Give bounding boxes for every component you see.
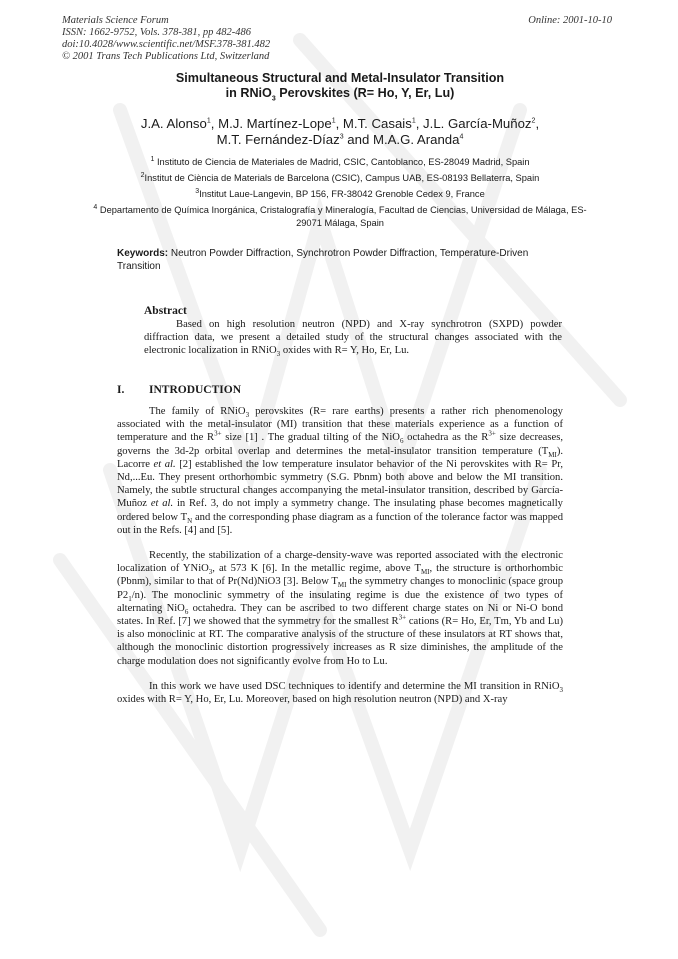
body-text [117, 405, 563, 718]
affiliation-1: $^1$ Instituto de Ciencia de Materiales de Madrid, CSIC, Cantoblanco, ES-28049 Madrid, Spain [150, 155, 530, 167]
abstract-heading: Abstract [144, 305, 187, 317]
section-title: INTRODUCTION [149, 384, 242, 396]
paragraph-1: The family of RNiO$_3$ perovskites (R= rare earths) presents a rather rich phenomenology associated with the metal-insulator (MI) transition that these materials experience as a function of temperature and the $R^{3+}$ size [1] . The gradual tilting of the NiO$_6$ octahedra as the $R^{3+}$ size decreases, governs the 3d-2p orbital overlap and determines the metal-insulator transition temperature $(T_{MI})$. Lacorre et al. [2] established the low temperature insulator behavior of the Ni perovskites with R= Pr, Nd,...Eu. They present orthorhombic symmetry (S.G. Pbnm) both above and below the MI transition. Namely, the subtle structural changes accompanying the metal-insulator transition, described by García-Muñoz et al. in Ref. 3, do not imply a symmetry change. The insulating phase becomes magnetically ordered below $T_N$ and the corresponding phase diagram as a function of the tolerance factor was mapped out in the Refs. [4] and [5]. [117, 406, 564, 536]
keywords-text: Neutron Powder Diffraction, Synchrotron Powder Diffraction, Temperature-Driven Transition [117, 248, 529, 272]
issn-line: ISSN: 1662-9752, Vols. 378-381, pp 482-486 [62, 27, 251, 38]
affiliations [90, 156, 590, 233]
title-line-1: Simultaneous Structural and Metal-Insulator Transition [175, 71, 505, 85]
paragraph-2: Recently, the stabilization of a charge-density-wave was reported associated with the electronic localization of YNiO$_3$, at 573 K [6]. In the metallic regime, above $T_{MI}$, the structure is orthorhombic (Pbnm), similar to that of Pr(Nd)NiO3 [3]. Below $T_{MI}$ the symmetry changes to monoclinic (space group $P2_1/n$). The monoclinic symmetry of the insulating regime is due the existence of two types of alternating NiO$_6$ octahedra. They can be ascribed to two different charge states on Ni or Ni-O bond states. In Ref. [7] we showed that the symmetry for the smallest $R^{3+}$ cations (R= Ho, Er, Tm, Yb and Lu) is also monoclinic at RT. The comparative analysis of the structure of these insulators at RT shows that, although the monoclinic distortion progressively increases as R size diminishes, the amplitude of the charge modulation does not significantly evolve from Ho to Lu. [117, 550, 563, 667]
online-date: Online: 2001-10-10 [528, 15, 612, 26]
paragraph-3: In this work we have used DSC techniques to identify and determine the MI transition in RNiO$_3$ oxides with R= Y, Ho, Er, Lu. Moreover, based on high resolution neutron (NPD) and X-ray [117, 680, 563, 706]
affiliation-3: $^3$Institut Laue-Langevin, BP 156, FR-38042 Grenoble Cedex 9, France [195, 187, 485, 199]
abstract-text: Based on high resolution neutron (NPD) and X-ray synchrotron (SXPD) powder diffraction data, we present a detailed study of the structural changes associated with the electronic localization in RNiO$_3$ oxides with R= Y, Ho, Er, Lu. [144, 319, 562, 358]
affiliation-4: $^4$ Departamento de Química Inorgánica, Cristalografía y Mineralogía, Facultad de Ciencias, Universidad de Málaga, ES-29071 Málaga, Spain [93, 203, 587, 228]
keywords-label: Keywords: [117, 248, 169, 259]
author-list [90, 116, 590, 148]
title-line-2: in RNiO$_3$ Perovskites (R= Ho, Y, Er, Lu) [225, 86, 455, 103]
section-heading [117, 384, 241, 396]
author-line-1: J.A. Alonso$^1$, M.J. Martínez-Lope$^1$, M.T. Casais$^1$, J.L. García-Muñoz$^2$, [140, 116, 540, 131]
section-number: I. [117, 384, 125, 396]
author-line-2: M.T. Fernández-Díaz$^3$ and M.A.G. Aranda$^4$ [216, 132, 464, 147]
keywords [117, 248, 567, 273]
doi-line: doi:10.4028/www.scientific.net/MSF.378-381.482 [62, 39, 271, 50]
paper-title [100, 71, 580, 101]
affiliation-2: $^2$Institut de Ciència de Materials de Barcelona (CSIC), Campus UAB, ES-08193 Bellaterra, Spain [140, 171, 540, 183]
journal-header [62, 15, 270, 63]
journal-name: Materials Science Forum [62, 15, 169, 26]
copyright-line: © 2001 Trans Tech Publications Ltd, Switzerland [62, 51, 270, 62]
